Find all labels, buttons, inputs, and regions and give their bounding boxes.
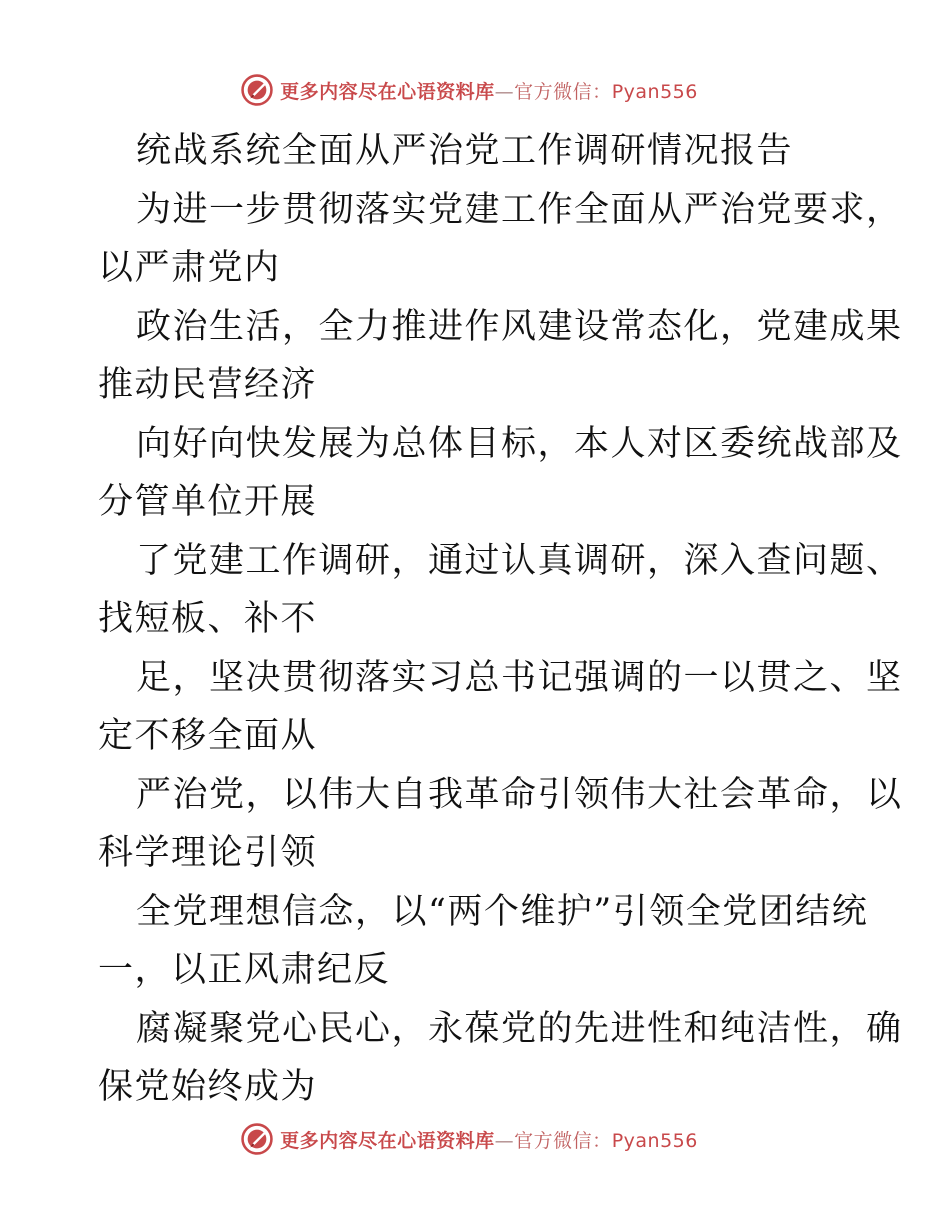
document-body xyxy=(98,122,903,1117)
paragraph-line: 以严肃党内 xyxy=(98,248,281,288)
paragraph-line: 推动民营经济 xyxy=(98,365,318,405)
paragraph-line: 分管单位开展 xyxy=(98,482,318,522)
logo-icon xyxy=(240,73,274,107)
paragraph-line: 一，以正风肃纪反 xyxy=(98,950,391,990)
site-name: 更多内容尽在心语资料库 xyxy=(280,1129,495,1152)
paragraph-line: 全党理想信念，以“两个维护”引领全党团结统 xyxy=(136,891,869,932)
site-name: 更多内容尽在心语资料库 xyxy=(280,80,495,103)
paragraph-line: 了党建工作调研，通过认真调研，深入查问题、 xyxy=(136,540,903,581)
paragraph-line: 足，坚决贯彻落实习总书记强调的一以贯之、坚 xyxy=(136,657,903,698)
paragraph-line: 政治生活，全力推进作风建设常态化，党建成果 xyxy=(136,306,903,347)
wechat-label: 官方微信： xyxy=(514,1129,612,1152)
wechat-id: Pyan556 xyxy=(611,80,698,103)
header-banner xyxy=(0,70,950,110)
paragraph-line: 为进一步贯彻落实党建工作全面从严治党要求， xyxy=(136,189,903,230)
document-title: 统战系统全面从严治党工作调研情况报告 xyxy=(136,131,794,171)
footer-banner xyxy=(0,1119,950,1159)
banner-text xyxy=(280,77,698,104)
paragraph-line: 腐凝聚党心民心，永葆党的先进性和纯洁性，确 xyxy=(136,1008,903,1049)
banner-text xyxy=(280,1126,698,1153)
paragraph-line: 严治党，以伟大自我革命引领伟大社会革命，以 xyxy=(136,774,903,815)
paragraph-line: 保党始终成为 xyxy=(98,1067,318,1107)
paragraph-line: 找短板、补不 xyxy=(98,599,318,639)
paragraph-line: 定不移全面从 xyxy=(98,716,318,756)
logo-icon xyxy=(240,1122,274,1156)
banner-dash: — xyxy=(494,80,515,103)
paragraph-line: 向好向快发展为总体目标，本人对区委统战部及 xyxy=(136,423,903,464)
wechat-id: Pyan556 xyxy=(611,1129,698,1152)
wechat-label: 官方微信： xyxy=(514,80,612,103)
banner-dash: — xyxy=(494,1129,515,1152)
paragraph-line: 科学理论引领 xyxy=(98,833,318,873)
